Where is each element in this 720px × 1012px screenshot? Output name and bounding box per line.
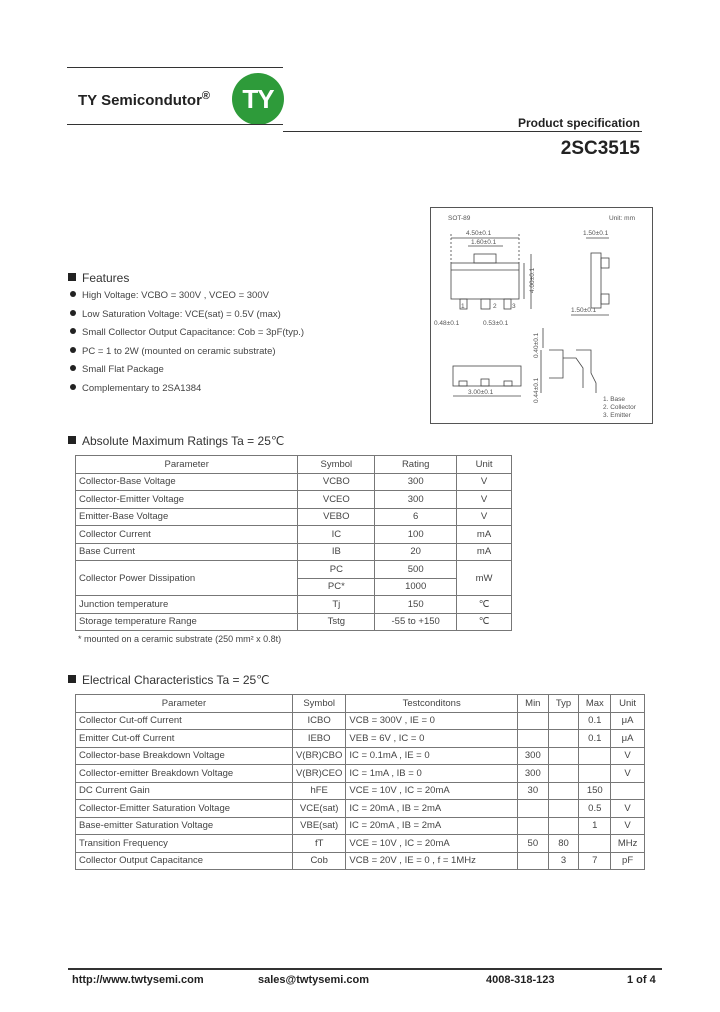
table-cell: MHz (611, 835, 645, 853)
features-list (70, 290, 304, 401)
table-cell: Collector Cut-off Current (76, 712, 293, 730)
table-cell: 500 (375, 561, 457, 579)
table-cell: IC = 20mA , IB = 2mA (346, 800, 518, 818)
table-cell (548, 712, 579, 730)
table-cell: 300 (375, 473, 457, 491)
table-cell (548, 730, 579, 748)
table-cell: PC* (298, 578, 375, 596)
table-cell: μA (611, 712, 645, 730)
header-rule-top (67, 67, 283, 68)
bullet-icon (70, 384, 76, 390)
table-cell (548, 782, 579, 800)
package-unit: Unit: mm (609, 215, 635, 222)
table-cell: 6 (375, 508, 457, 526)
part-number: 2SC3515 (560, 138, 640, 159)
package-dim: 1.50±0.1 (583, 230, 609, 237)
table-cell: DC Current Gain (76, 782, 293, 800)
package-dim: 0.48±0.1 (434, 320, 460, 327)
table-cell: fT (292, 835, 345, 853)
package-dim: 0.44±0.1 (533, 377, 540, 403)
square-bullet-icon (68, 675, 76, 683)
table-row (76, 491, 512, 509)
feature-item (70, 327, 304, 346)
feature-text: Small Flat Package (82, 364, 164, 375)
elec-heading (68, 673, 270, 687)
spec-rule (283, 131, 642, 132)
table-cell: V (457, 508, 512, 526)
table-cell: Collector-Base Voltage (76, 473, 298, 491)
table-cell: IC = 20mA , IB = 2mA (346, 817, 518, 835)
table-cell: Emitter Cut-off Current (76, 730, 293, 748)
table-cell: ℃ (457, 596, 512, 614)
elec-title: Electrical Characteristics Ta = 25℃ (82, 673, 270, 687)
table-cell: VBE(sat) (292, 817, 345, 835)
table-cell: 1 (579, 817, 611, 835)
table-cell: IC (298, 526, 375, 544)
table-cell: 100 (375, 526, 457, 544)
square-bullet-icon (68, 436, 76, 444)
pin-number: 3 (512, 303, 516, 310)
table-cell: pF (611, 852, 645, 870)
column-header: Typ (548, 695, 579, 713)
table-cell: μA (611, 730, 645, 748)
table-cell: mA (457, 543, 512, 561)
footer-phone: 4008-318-123 (486, 974, 555, 986)
table-row (76, 613, 512, 631)
table-cell (548, 747, 579, 765)
package-dim: 4.50±0.1 (466, 230, 492, 237)
table-row (76, 596, 512, 614)
package-dim: 4.00±0.1 (529, 267, 536, 293)
table-row (76, 800, 645, 818)
table-cell: 80 (548, 835, 579, 853)
table-cell: 7 (579, 852, 611, 870)
package-dim: 0.53±0.1 (483, 320, 509, 327)
table-row (76, 508, 512, 526)
column-header: Unit (457, 456, 512, 474)
column-header: Symbol (292, 695, 345, 713)
pin-number: 2 (493, 303, 497, 310)
feature-text: Low Saturation Voltage: VCE(sat) = 0.5V (max) (82, 308, 281, 320)
table-cell: 0.5 (579, 800, 611, 818)
feature-item (70, 309, 304, 328)
table-cell: 3 (548, 852, 579, 870)
table-cell: Emitter-Base Voltage (76, 508, 298, 526)
table-row (76, 561, 512, 579)
table-header-row (76, 695, 645, 713)
package-dim: 1.50±0.1 (571, 307, 597, 314)
feature-item (70, 383, 304, 402)
table-cell: Collector Output Capacitance (76, 852, 293, 870)
table-cell (517, 800, 548, 818)
table-cell: VCBO (298, 473, 375, 491)
package-dim: 0.40±0.1 (533, 332, 540, 358)
table-cell (517, 730, 548, 748)
table-cell: mA (457, 526, 512, 544)
table-cell: Transition Frequency (76, 835, 293, 853)
table-cell: V (457, 473, 512, 491)
brand-text: TY Semicondutor (78, 92, 202, 109)
table-cell (579, 835, 611, 853)
table-cell: Junction temperature (76, 596, 298, 614)
feature-text: Complementary to 2SA1384 (82, 382, 202, 394)
registered-mark: ® (201, 90, 211, 102)
table-cell (517, 712, 548, 730)
abs-ratings-table (75, 455, 512, 631)
abs-ratings-title: Absolute Maximum Ratings Ta = 25℃ (82, 434, 285, 448)
table-cell: V(BR)CEO (292, 765, 345, 783)
feature-text: Small Collector Output Capacitance: Cob = 3pF(typ.) (82, 327, 305, 338)
table-cell: 300 (375, 491, 457, 509)
table-cell: IEBO (292, 730, 345, 748)
table-cell: V(BR)CBO (292, 747, 345, 765)
table-cell: IC = 0.1mA , IE = 0 (346, 747, 518, 765)
table-row (76, 747, 645, 765)
table-cell: 0.1 (579, 730, 611, 748)
table-cell: V (611, 765, 645, 783)
abs-ratings-heading (68, 434, 284, 448)
pin-number: 1 (461, 303, 465, 310)
table-row (76, 782, 645, 800)
table-cell: Collector Power Dissipation (76, 561, 298, 596)
table-cell: VEBO (298, 508, 375, 526)
column-header: Symbol (298, 456, 375, 474)
pin-legend: 3. Emitter (603, 412, 631, 419)
table-cell: Storage temperature Range (76, 613, 298, 631)
feature-item (70, 290, 304, 309)
substrate-note: * mounted on a ceramic substrate (250 mm² x 0.8t) (78, 634, 282, 644)
elec-table (75, 694, 645, 870)
package-dim: 1.60±0.1 (471, 239, 497, 246)
package-drawing (430, 207, 653, 424)
header-rule-bottom (67, 124, 283, 125)
table-row (76, 852, 645, 870)
table-cell: 20 (375, 543, 457, 561)
product-specification: Product specification (517, 116, 640, 130)
table-row (76, 543, 512, 561)
bullet-icon (70, 310, 76, 316)
bullet-icon (70, 347, 76, 353)
footer-url[interactable]: http://www.twtysemi.com (72, 974, 204, 986)
table-cell: V (611, 817, 645, 835)
table-cell: Collector-emitter Breakdown Voltage (76, 765, 293, 783)
table-cell: V (611, 747, 645, 765)
table-header-row (76, 456, 512, 474)
table-cell: V (457, 491, 512, 509)
table-cell: 150 (579, 782, 611, 800)
brand-name (78, 90, 210, 109)
table-cell: VEB = 6V , IC = 0 (346, 730, 518, 748)
table-cell (579, 747, 611, 765)
footer-rule (68, 968, 662, 970)
table-cell: Base Current (76, 543, 298, 561)
ty-logo: TY (232, 73, 284, 125)
package-outline-icon (431, 208, 652, 423)
table-cell: Collector-base Breakdown Voltage (76, 747, 293, 765)
table-cell: IB (298, 543, 375, 561)
table-cell: ℃ (457, 613, 512, 631)
table-cell: PC (298, 561, 375, 579)
table-cell (611, 782, 645, 800)
table-cell: 300 (517, 765, 548, 783)
table-cell: 30 (517, 782, 548, 800)
table-cell: VCE = 10V , IC = 20mA (346, 835, 518, 853)
table-cell (548, 817, 579, 835)
table-cell: VCE(sat) (292, 800, 345, 818)
table-cell: VCB = 20V , IE = 0 , f = 1MHz (346, 852, 518, 870)
table-cell: 300 (517, 747, 548, 765)
table-cell: 150 (375, 596, 457, 614)
column-header: Max (579, 695, 611, 713)
bullet-icon (70, 365, 76, 371)
table-cell (517, 852, 548, 870)
column-header: Unit (611, 695, 645, 713)
pin-legend: 2. Collector (603, 404, 636, 411)
pin-legend: 1. Base (603, 396, 626, 403)
package-name: SOT-89 (448, 215, 471, 222)
table-row (76, 526, 512, 544)
features-title: Features (82, 271, 130, 285)
package-dim: 3.00±0.1 (468, 389, 494, 396)
table-cell: ICBO (292, 712, 345, 730)
table-row (76, 473, 512, 491)
table-row (76, 835, 645, 853)
table-cell (548, 765, 579, 783)
table-cell: Tj (298, 596, 375, 614)
table-row (76, 730, 645, 748)
square-bullet-icon (68, 273, 76, 281)
column-header: Testconditons (346, 695, 518, 713)
bullet-icon (70, 291, 76, 297)
table-cell: mW (457, 561, 512, 596)
table-cell: Collector-Emitter Voltage (76, 491, 298, 509)
table-cell: 50 (517, 835, 548, 853)
table-row (76, 765, 645, 783)
table-cell (548, 800, 579, 818)
table-cell: Base-emitter Saturation Voltage (76, 817, 293, 835)
column-header: Min (517, 695, 548, 713)
column-header: Parameter (76, 456, 298, 474)
table-cell: -55 to +150 (375, 613, 457, 631)
table-row (76, 712, 645, 730)
table-cell: VCE = 10V , IC = 20mA (346, 782, 518, 800)
table-cell (517, 817, 548, 835)
table-cell: hFE (292, 782, 345, 800)
table-cell: IC = 1mA , IB = 0 (346, 765, 518, 783)
table-cell: Cob (292, 852, 345, 870)
table-cell: 1000 (375, 578, 457, 596)
table-cell: VCB = 300V , IE = 0 (346, 712, 518, 730)
page-number: 1 of 4 (627, 974, 656, 986)
table-cell: 0.1 (579, 712, 611, 730)
table-cell: V (611, 800, 645, 818)
features-heading (68, 271, 129, 285)
table-cell: Collector-Emitter Saturation Voltage (76, 800, 293, 818)
table-cell (579, 765, 611, 783)
table-row (76, 817, 645, 835)
feature-item (70, 364, 304, 383)
feature-text: PC = 1 to 2W (mounted on ceramic substrate) (82, 345, 276, 357)
feature-text: High Voltage: VCBO = 300V , VCEO = 300V (82, 290, 269, 301)
bullet-icon (70, 328, 76, 334)
table-cell: VCEO (298, 491, 375, 509)
feature-item (70, 346, 304, 365)
table-cell: Collector Current (76, 526, 298, 544)
footer-email[interactable]: sales@twtysemi.com (258, 974, 369, 986)
column-header: Rating (375, 456, 457, 474)
table-cell: Tstg (298, 613, 375, 631)
column-header: Parameter (76, 695, 293, 713)
